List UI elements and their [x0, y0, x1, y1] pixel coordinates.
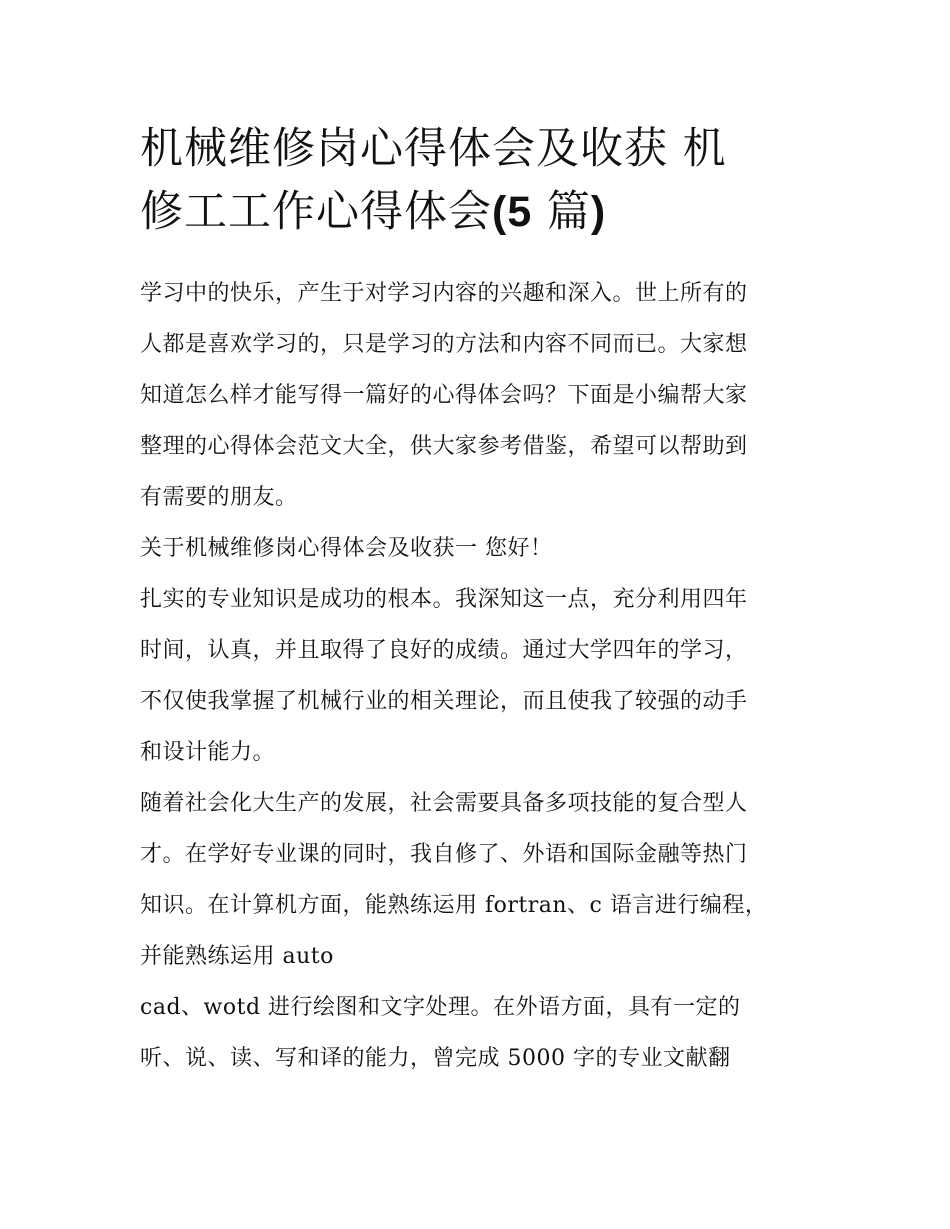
text-line: 知识。在计算机方面，能熟练运用 fortran、c 语言进行编程， — [140, 893, 768, 918]
title-line-2-count: (5 — [492, 188, 533, 236]
body-paragraph-knowledge — [140, 574, 820, 778]
text-line: 人都是喜欢学习的，只是学习的方法和内容不同而已。大家想 — [140, 332, 748, 357]
section-heading-paragraph — [140, 523, 820, 574]
title-line-2-unit: 篇 — [532, 187, 591, 237]
title-line-1: 机械维修岗心得体会及收获 机 — [140, 124, 727, 174]
text-line: 知道怎么样才能写得一篇好的心得体会吗？下面是小编帮大家 — [140, 383, 748, 408]
text-line: 关于机械维修岗心得体会及收获一 您好！ — [140, 536, 553, 561]
text-line: 听、说、读、写和译的能力，曾完成 5000 字的专业文献翻 — [140, 1046, 731, 1071]
document-title — [140, 118, 820, 244]
text-line: 有需要的朋友。 — [140, 485, 298, 510]
intro-paragraph — [140, 268, 820, 523]
text-line: 不仅使我掌握了机械行业的相关理论，而且使我了较强的动手 — [140, 689, 748, 714]
document-page — [140, 118, 820, 1084]
text-line: cad、wotd 进行绘图和文字处理。在外语方面，具有一定的 — [140, 995, 741, 1020]
text-line: 时间，认真，并且取得了良好的成绩。通过大学四年的学习， — [140, 638, 748, 663]
text-line: 才。在学好专业课的同时，我自修了、外语和国际金融等热门 — [140, 842, 748, 867]
text-line: 并能熟练运用 auto — [140, 944, 334, 969]
text-line: 扎实的专业知识是成功的根本。我深知这一点，充分利用四年 — [140, 587, 748, 612]
text-line: 学习中的快乐，产生于对学习内容的兴趣和深入。世上所有的 — [140, 281, 748, 306]
title-line-2-text: 修工工作心得体会 — [140, 187, 492, 237]
body-paragraph-languages — [140, 982, 820, 1084]
text-line: 整理的心得体会范文大全，供大家参考借鉴，希望可以帮助到 — [140, 434, 748, 459]
text-line: 随着社会化大生产的发展，社会需要具备多项技能的复合型人 — [140, 791, 748, 816]
body-paragraph-skills — [140, 778, 820, 982]
title-line-2-close: ) — [590, 188, 607, 236]
text-line: 和设计能力。 — [140, 740, 276, 765]
